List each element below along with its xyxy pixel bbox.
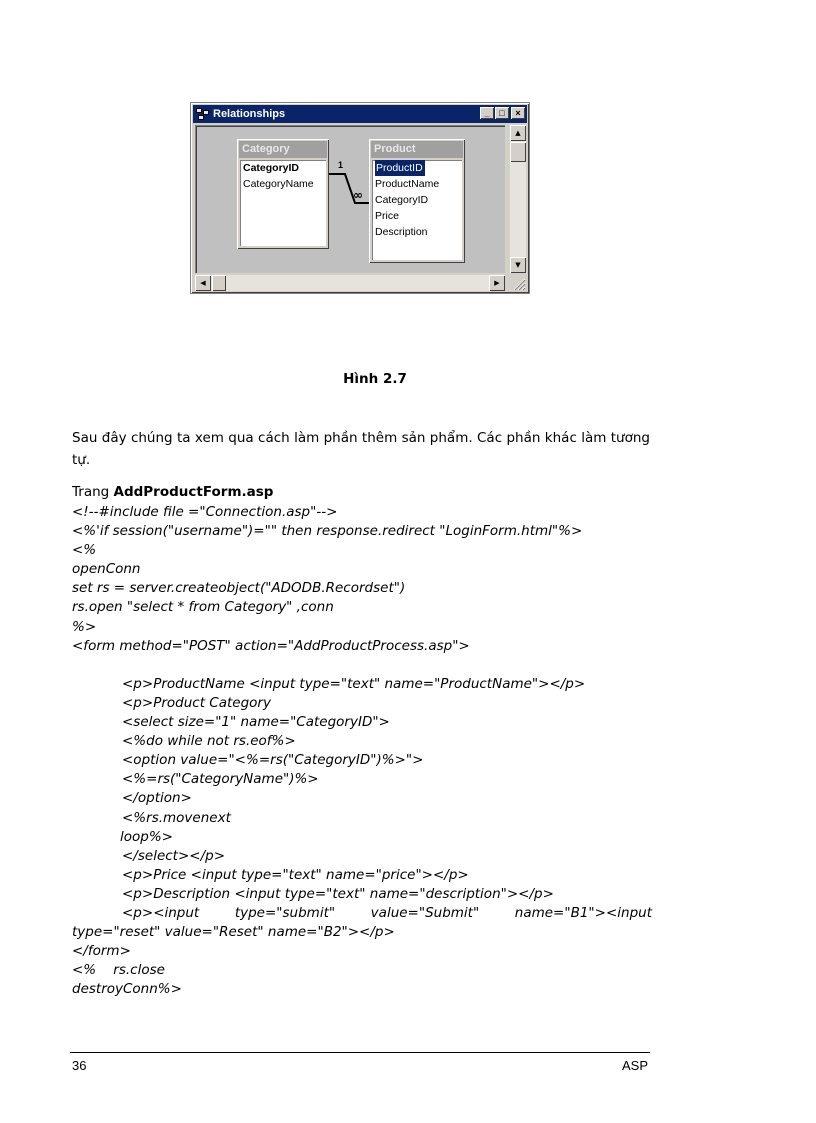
intro-paragraph: Sau đây chúng ta xem qua cách làm phần thêm sản phẩm. Các phần khác làm tương tự. — [72, 430, 650, 468]
page-label — [72, 484, 273, 500]
product-field-productid[interactable] — [372, 160, 462, 176]
page-label-filename: AddProductForm.asp — [113, 484, 274, 500]
page-label-prefix: Trang — [72, 484, 114, 500]
code-line: <p>Product Category — [122, 694, 271, 711]
code-line: <%=rs("CategoryName")%> — [122, 771, 319, 788]
code-line — [72, 656, 652, 675]
relationship-one-label: 1 — [338, 160, 344, 170]
relationship-many-label: ∞ — [353, 188, 363, 202]
vertical-scroll-thumb[interactable] — [510, 142, 526, 162]
code-line: <option value="<%=rs("CategoryID")%>"> — [122, 752, 424, 769]
code-line: openConn — [72, 561, 141, 578]
footer-title: ASP — [621, 1058, 648, 1073]
scroll-right-icon[interactable]: ▶ — [489, 275, 505, 291]
product-field-productid-selected: ProductID — [376, 162, 423, 174]
code-listing — [72, 503, 652, 999]
relationships-canvas[interactable] — [195, 125, 505, 273]
product-field-price[interactable]: Price — [375, 210, 399, 222]
footer-page-number: 36 — [72, 1058, 87, 1073]
code-line: set rs = server.createobject("ADODB.Recordset") — [72, 580, 406, 597]
code-line: <p>ProductName <input type="text" name="ProductName"></p> — [122, 675, 586, 692]
code-line: </option> — [122, 790, 192, 807]
footer-rule — [70, 1052, 650, 1053]
product-field-productname[interactable]: ProductName — [375, 178, 440, 190]
relationships-app-icon — [196, 108, 209, 120]
relationships-window — [190, 102, 530, 294]
window-titlebar[interactable] — [193, 105, 527, 123]
product-field-list — [372, 160, 462, 260]
code-line: </form> — [72, 943, 131, 960]
resize-grip-icon[interactable] — [510, 275, 526, 291]
maximize-button[interactable]: □ — [495, 107, 509, 119]
code-line: %> — [72, 618, 97, 635]
horizontal-scrollbar[interactable] — [195, 275, 505, 291]
code-line: <% — [72, 542, 97, 559]
scroll-up-icon[interactable]: ▲ — [510, 125, 526, 141]
figure-caption: Hình 2.7 — [343, 371, 407, 387]
code-line: <%do while not rs.eof%> — [122, 733, 296, 750]
category-field-categoryname[interactable]: CategoryName — [243, 178, 314, 190]
code-line: <p>Description <input type="text" name="description"></p> — [122, 885, 554, 902]
product-field-description[interactable]: Description — [375, 226, 428, 238]
product-field-categoryid[interactable]: CategoryID — [375, 194, 429, 206]
code-line: loop%> — [120, 828, 173, 845]
code-line: type="reset" value="Reset" name="B2"></p> — [72, 924, 395, 941]
product-table-title[interactable]: Product — [371, 141, 463, 158]
category-table-title[interactable]: Category — [239, 141, 327, 158]
code-line: <!--#include file ="Connection.asp"--> — [72, 504, 338, 520]
code-line: destroyConn%> — [72, 981, 182, 998]
code-line: <p>Price <input type="text" name="price"></p> — [122, 866, 469, 883]
scroll-left-icon[interactable]: ◀ — [195, 275, 211, 291]
code-line: <form method="POST" action="AddProductProcess.asp"> — [72, 637, 470, 654]
vertical-scrollbar[interactable] — [510, 125, 526, 273]
code-line: <% rs.close — [72, 962, 165, 979]
code-line: <%'if session("username")="" then response.redirect "LoginForm.html"%> — [72, 523, 583, 540]
window-title: Relationships — [213, 108, 286, 120]
code-line: <%rs.movenext — [122, 809, 231, 826]
code-line: <select size="1" name="CategoryID"> — [122, 714, 390, 731]
category-field-categoryid[interactable]: CategoryID — [243, 162, 300, 174]
minimize-button[interactable]: _ — [480, 107, 494, 119]
scroll-down-icon[interactable]: ▼ — [510, 257, 526, 273]
product-table[interactable] — [369, 139, 465, 263]
code-line: <p><input type="submit" value="Submit" name="B1"><input — [122, 904, 652, 921]
code-line: rs.open "select * from Category" ,conn — [72, 599, 334, 616]
close-button[interactable]: × — [511, 107, 525, 119]
code-line: </select></p> — [122, 847, 226, 864]
horizontal-scroll-thumb[interactable] — [212, 275, 226, 291]
window-controls — [479, 107, 525, 121]
